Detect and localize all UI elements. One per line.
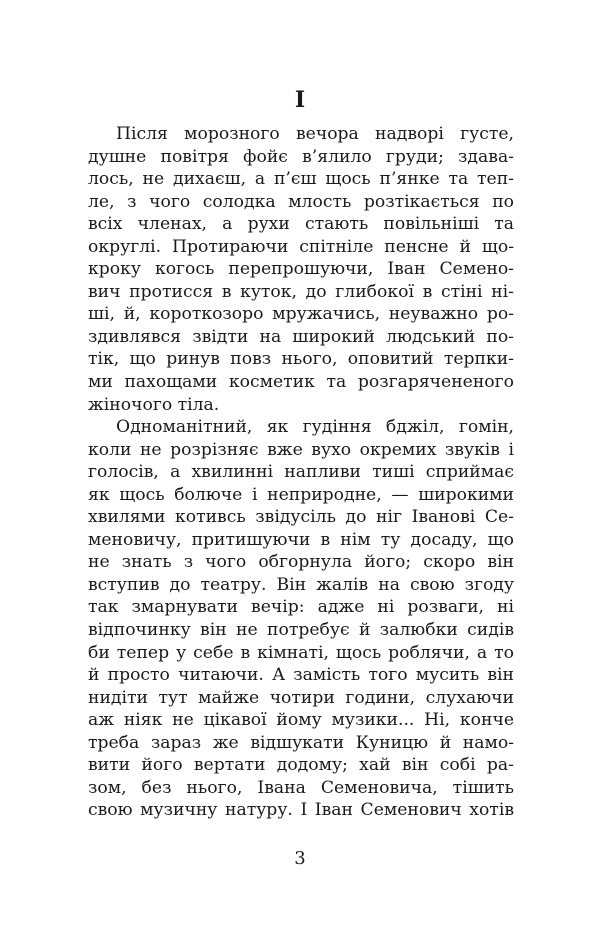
text-line: здивлявся звідти на широкий людський по- bbox=[88, 326, 514, 347]
text-line: округлі. Протираючи спітніле пенсне й що- bbox=[88, 236, 514, 257]
text-line: душне повітря фойє в’ялило груди; здава- bbox=[88, 146, 514, 167]
text-line: так змарнувати вечір: адже ні розваги, ні bbox=[88, 597, 514, 618]
text-line: аж ніяк не цікавої йому музики... Ні, конче bbox=[88, 710, 514, 731]
text-line: би тепер у себе в кімнаті, щось роблячи, а то bbox=[88, 642, 514, 663]
text-line: відпочинку він не потребує й залюбки сидів bbox=[88, 620, 514, 641]
text-line: як щось болюче і неприродне, — широкими bbox=[88, 484, 514, 505]
page-number: 3 bbox=[294, 848, 306, 869]
text-line: не знать з чого обгорнула його; скоро він bbox=[88, 552, 514, 573]
text-line: меновичу, притишуючи в нім ту досаду, що bbox=[88, 529, 514, 550]
text-line: ші, й, короткозоро мружачись, неуважно ро- bbox=[88, 304, 514, 325]
text-line: тік, що ринув повз нього, оповитий терпки- bbox=[88, 349, 514, 370]
text-line: кроку когось перепрошуючи, Іван Семено- bbox=[88, 259, 514, 280]
text-line: лось, не дихаєш, а п’єш щось п’янке та теп- bbox=[88, 169, 514, 190]
text-line: нидіти тут майже чотири години, слухаючи bbox=[88, 687, 514, 708]
text-line: Після морозного вечора надворі густе, bbox=[116, 124, 514, 144]
text-line: ле, з чого солодка млость розтікається по bbox=[88, 191, 514, 212]
text-line: жіночого тіла. bbox=[88, 394, 220, 415]
body-text bbox=[88, 123, 514, 822]
text-line: коли не розрізняє вже вухо окремих звуків і bbox=[88, 439, 514, 460]
text-line: ми пахощами косметик та розгарячененого bbox=[88, 372, 514, 393]
text-line: голосів, а хвилинні напливи тиші сприймає bbox=[88, 462, 514, 483]
text-line: вступив до театру. Він жалів на свою згоду bbox=[88, 574, 514, 595]
text-line: треба зараз же відшукати Куницю й намо- bbox=[88, 732, 514, 753]
text-line: всіх членах, а рухи стають повільніші та bbox=[88, 214, 514, 235]
text-line: вити його вертати додому; хай він собі ра- bbox=[88, 755, 514, 776]
chapter-heading: I bbox=[294, 87, 306, 113]
text-line: зом, без нього, Івана Семеновича, тішить bbox=[88, 777, 514, 798]
text-line: вич протисся в куток, до глибокої в стіні ні- bbox=[88, 281, 514, 302]
text-line: свою музичну натуру. І Іван Семенович хотів bbox=[88, 800, 514, 821]
text-line: й просто читаючи. А замість того мусить він bbox=[88, 665, 514, 686]
text-line: Одноманітний, як гудіння бджіл, гомін, bbox=[116, 417, 514, 438]
text-line: хвилями котивсь звідусіль до ніг Іванові Се- bbox=[88, 507, 514, 528]
